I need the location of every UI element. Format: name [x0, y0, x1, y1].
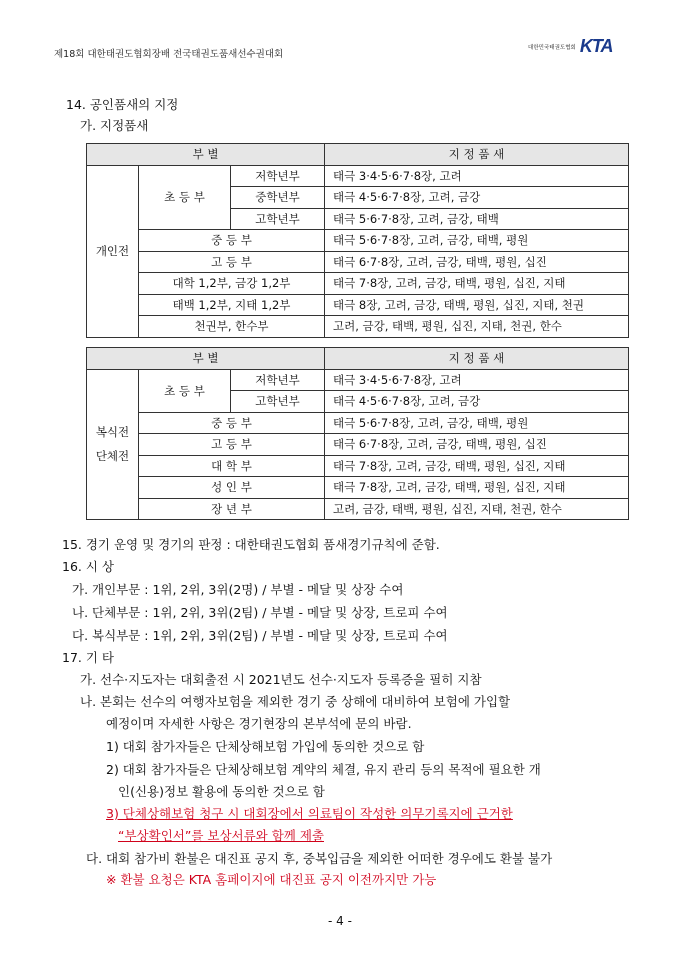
- logo-mark: KTA: [579, 36, 613, 56]
- section-15: 15. 경기 운영 및 경기의 판정 : 대한태권도협회 품새경기규칙에 준함.: [62, 537, 440, 552]
- poomsae-table-individual: [86, 143, 629, 338]
- table-cell-value: 태극 8장, 고려, 금강, 태백, 평원, 십진, 지태, 천권: [325, 294, 629, 316]
- table-cell-sub: 고학년부: [231, 391, 325, 413]
- section-17-na-line2: 예정이며 자세한 사항은 경기현장의 본부석에 문의 바람.: [106, 716, 412, 731]
- section-16-da: 다. 복식부문 : 1위, 2위, 3위(2팀) / 부별 - 메달 및 상장, 트로피 수여: [72, 628, 448, 643]
- section-17-item-2-line2: 인(신용)정보 활용에 동의한 것으로 함: [118, 784, 325, 799]
- table-cell-value: 태극 5·6·7·8장, 고려, 금강, 태백, 평원: [325, 412, 629, 434]
- section-14-heading: 14. 공인품새의 지정: [66, 97, 179, 112]
- table-cell-sub: 성 인 부: [139, 477, 325, 499]
- group-label-team-text: 단체전: [95, 449, 130, 464]
- table-cell-sub: 대학 1,2부, 금강 1,2부: [139, 273, 325, 295]
- section-16-heading: 16. 시 상: [62, 559, 114, 574]
- table-cell-value: 태극 5·6·7·8장, 고려, 금강, 태백, 평원: [325, 230, 629, 252]
- section-16-na: 나. 단체부문 : 1위, 2위, 3위(2팀) / 부별 - 메달 및 상장, 트로피 수여: [72, 605, 448, 620]
- table-cell-sub: 태백 1,2부, 지태 1,2부: [139, 294, 325, 316]
- section-14-sub: 가. 지정품새: [80, 118, 149, 133]
- section-17-da: 다. 대회 참가비 환불은 대진표 공지 후, 중복입금을 제외한 어떠한 경우에도 환불 불가: [86, 851, 553, 866]
- refund-note: ※ 환불 요청은 KTA 홈페이지에 대진표 공지 이전까지만 가능: [106, 872, 437, 887]
- section-17-heading: 17. 기 타: [62, 650, 114, 665]
- group-label-team: [87, 369, 139, 520]
- table-header-category: 부 별: [87, 348, 325, 370]
- table-cell-sub: 저학년부: [231, 369, 325, 391]
- table-cell-value: 태극 3·4·5·6·7·8장, 고려: [325, 369, 629, 391]
- group-label-individual: 개인전: [87, 165, 139, 337]
- section-17-item-3-line1: 3) 단체상해보험 청구 시 대회장에서 의료팀이 작성한 의무기록지에 근거한: [106, 806, 513, 821]
- elem-label: 초 등 부: [139, 369, 231, 412]
- page-number: - 4 -: [328, 914, 352, 928]
- table-cell-value: 태극 7·8장, 고려, 금강, 태백, 평원, 십진, 지태: [325, 477, 629, 499]
- table-cell-sub: 중 등 부: [139, 230, 325, 252]
- table-cell-sub: 고학년부: [231, 208, 325, 230]
- poomsae-table-team: [86, 347, 629, 520]
- kta-logo: [528, 36, 613, 57]
- table-cell-sub: 고 등 부: [139, 251, 325, 273]
- table-header-poomsae: 지 정 품 새: [325, 348, 629, 370]
- table-cell-value: 고려, 금강, 태백, 평원, 십진, 지태, 천권, 한수: [325, 316, 629, 338]
- section-17-item-1: 1) 대회 참가자들은 단체상해보험 가입에 동의한 것으로 함: [106, 739, 425, 754]
- table-cell-value: 고려, 금강, 태백, 평원, 십진, 지태, 천권, 한수: [325, 498, 629, 520]
- section-16-ga: 가. 개인부문 : 1위, 2위, 3위(2명) / 부별 - 메달 및 상장 수여: [72, 582, 404, 597]
- table-cell-sub: 중 등 부: [139, 412, 325, 434]
- page-header-title: 제18회 대한태권도협회장배 전국태권도품새선수권대회: [54, 49, 284, 60]
- table-cell-value: 태극 3·4·5·6·7·8장, 고려: [325, 165, 629, 187]
- table-header-poomsae: 지 정 품 새: [325, 144, 629, 166]
- table-cell-sub: 저학년부: [231, 165, 325, 187]
- elem-label: 초 등 부: [139, 165, 231, 230]
- table-cell-value: 태극 4·5·6·7·8장, 고려, 금강: [325, 187, 629, 209]
- table-cell-value: 태극 5·6·7·8장, 고려, 금강, 태백: [325, 208, 629, 230]
- section-17-na-line1: 나. 본회는 선수의 여행자보험을 제외한 경기 중 상해에 대비하여 보험에 가입할: [80, 694, 511, 709]
- section-17-item-2-line1: 2) 대회 참가자들은 단체상해보험 계약의 체결, 유지 관리 등의 목적에 필요한 개: [106, 762, 541, 777]
- table-cell-sub: 중학년부: [231, 187, 325, 209]
- table-cell-value: 태극 7·8장, 고려, 금강, 태백, 평원, 십진, 지태: [325, 455, 629, 477]
- table-cell-value: 태극 6·7·8장, 고려, 금강, 태백, 평원, 십진: [325, 251, 629, 273]
- table-cell-sub: 장 년 부: [139, 498, 325, 520]
- table-header-category: 부 별: [87, 144, 325, 166]
- table-cell-sub: 고 등 부: [139, 434, 325, 456]
- section-17-item-3-line2: “부상확인서”를 보상서류와 함께 제출: [118, 828, 324, 843]
- section-17-ga: 가. 선수·지도자는 대회출전 시 2021년도 선수·지도자 등록증을 필히 지참: [80, 672, 482, 687]
- table-cell-sub: 대 학 부: [139, 455, 325, 477]
- table-cell-value: 태극 6·7·8장, 고려, 금강, 태백, 평원, 십진: [325, 434, 629, 456]
- table-cell-value: 태극 7·8장, 고려, 금강, 태백, 평원, 십진, 지태: [325, 273, 629, 295]
- table-cell-value: 태극 4·5·6·7·8장, 고려, 금강: [325, 391, 629, 413]
- logo-small-text: 대한민국태권도협회: [528, 44, 576, 51]
- table-cell-sub: 천권부, 한수부: [139, 316, 325, 338]
- group-label-pairs: 복식전: [95, 425, 130, 440]
